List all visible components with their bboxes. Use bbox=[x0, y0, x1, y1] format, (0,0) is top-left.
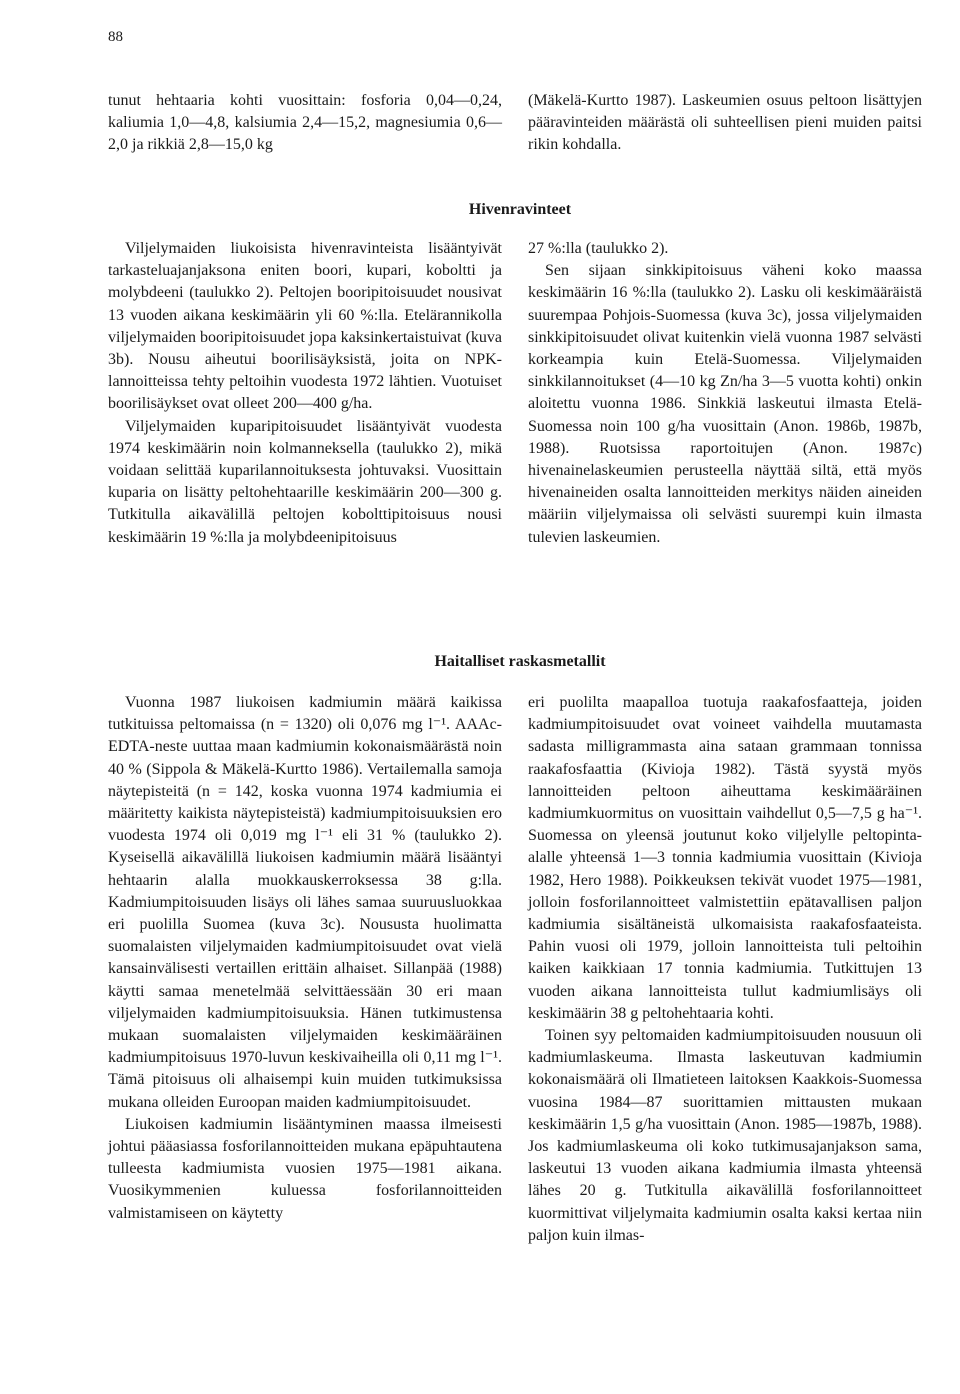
intro-left-column bbox=[108, 90, 502, 157]
paragraph: eri puolilta maapalloa tuotuja raakafosfaatteja, joiden kadmiumpitoisuudet ovat voineet vaihdella muutamasta sadasta milligrammasta aina sataan grammaan tonnissa raakafosfaattia (Kivioja 1982). Tästä syystä myös lannoitteiden peltoon aiheuttama keskimääräinen kadmiumkuormitus on vuosittain vaihdellut 0,5—7,5 g ha⁻¹. Suomessa on yleensä joutunut koko viljelylle peltopinta-alalle yhteensä 1—3 tonnia kadmiumia vuosittain (Kivioja 1982, Hero 1988). Poikkeuksen tekivät vuodet 1975—1981, jolloin fosforilannoitteet valmistettiin epätavallisen paljon kadmiumia sisältäneistä ulkomaisista raakafosfaateista. Pahin vuosi oli 1979, jolloin lannoitteista tuli peltoihin kaiken kaikkiaan 17 tonnia kadmiumia. Tutkittujen 13 vuoden aikana lannoitteista tullut kadmiumlisäys oli keskimäärin 38 g peltohehtaaria kohti. bbox=[528, 694, 922, 1022]
paragraph: Viljelymaiden kuparipitoisuudet lisääntyivät vuodesta 1974 keskimäärin noin kolmanneksella (taulukko 2), mikä voidaan selittää kuparilannoituksesta johtuvaksi. Vuosittain kuparia on lisätty peltohehtaarille keskimäärin 200—300 g. Tutkitulla aikavälillä peltojen kobolttipitoisuus nousi keskimäärin 19 %:lla ja molybdeenipitoisuus bbox=[108, 417, 502, 546]
paragraph: 27 %:lla (taulukko 2). bbox=[528, 240, 669, 257]
paragraph: tunut hehtaaria kohti vuosittain: fosforia 0,04—0,24, kaliumia 1,0—4,8, kalsiumia 2,4—15,2, magnesiumia 0,6—2,0 ja rikkiä 2,8—15,0 kg bbox=[108, 92, 502, 154]
hivenravinteet-right-column bbox=[528, 238, 922, 549]
paragraph: (Mäkelä-Kurtto 1987). Laskeumien osuus peltoon lisättyjen pääravinteiden määrästä oli suhteellisen pieni muiden paitsi rikin kohdalla. bbox=[528, 92, 922, 154]
intro-right-column bbox=[528, 90, 922, 157]
paragraph: Toinen syy peltomaiden kadmiumpitoisuuden nousuun oli kadmiumlaskeuma. Ilmasta laskeutuvan kadmiumin kokonaismäärä oli Ilmatieteen laitoksen Kaakkois-Suomessa vuosina 1984—87 suorittamien mittausten mukaan keskimäärin 1,5 g/ha vuosittain (Anon. 1985—1987b, 1988). Jos kadmiumlaskeuma oli koko tutkimusajanjakson sama, laskeutui 13 vuoden aikana kadmiumia ilmasta yhteensä lähes 20 g. Tutkitulla aikavälillä fosforilannoitteet kuormittivat viljelymaita kadmiumin osalta kaksi kertaa niin paljon kuin ilmas- bbox=[528, 1027, 922, 1244]
section-heading-haitalliset-raskasmetallit: Haitalliset raskasmetallit bbox=[434, 653, 606, 670]
paragraph: Sen sijaan sinkkipitoisuus väheni koko maassa keskimäärin 16 %:lla (taulukko 2). Lasku oli keskimääräistä suurempaa Pohjois-Suomessa (kuva 3c), jossa viljelymaiden sinkkipitoisuudet olivat kuitenkin vielä vuonna 1987 selvästi korkeampia kuin Etelä-Suomessa. Viljelymaiden sinkkilannoitukset (4—10 kg Zn/ha 3—5 vuotta kohti) onkin aloitettu vuonna 1986. Sinkkiä laskeutui ilmasta Etelä-Suomessa noin 100 g/ha vuosittain (Anon. 1986b, 1987b, 1988). Ruotsissa raportoitujen (Anon. 1987c) hivenainelaskeumien perusteella näyttää siltä, että myös hivenaineiden osalta lannoitteiden merkitys näiden aineiden määriin viljelymaissa oli selvästi suurempi kuin ilmasta tulevien laskeumien. bbox=[528, 262, 922, 546]
paragraph: Liukoisen kadmiumin lisääntyminen maassa ilmeisesti johtui pääasiassa fosforilannoitteiden mukana epäpuhtautena tulleesta kadmiumista vuosien 1975—1981 aikana. Vuosikymmenien kuluessa fosforilannoitteiden valmistamiseen on käytetty bbox=[108, 1115, 502, 1222]
raskasmetallit-left-column bbox=[108, 692, 502, 1225]
page-number: 88 bbox=[108, 29, 123, 45]
paragraph: Vuonna 1987 liukoisen kadmiumin määrä kaikissa tutkituissa peltomaissa (n = 1320) oli 0,076 mg l⁻¹. AAAc-EDTA-neste uuttaa maan kadmiumin kokonaismäärästä noin 40 % (Sippola & Mäkelä-Kurtto 1986). Vertailemalla samoja näytepisteitä (n = 142, koska vuonna 1974 kadmiumia ei määritetty kaikista näytepisteistä) kadmiumpitoisuuksien ero vuodesta 1974 oli 0,019 mg l⁻¹ eli 31 % (taulukko 2). Kyseisellä aikavälillä liukoisen kadmiumin määrä lisääntyi hehtaarin alalla muokkauskerroksessa 38 g:lla. Kadmiumpitoisuuden lisäys oli lähes samaa suuruusluokkaa eri puolilla Suomea (kuva 3c). Noususta huolimatta suomalaisten viljelymaiden kadmiumpitoisuudet ovat vielä kansainvälisesti vertaillen erittäin alhaiset. Sillanpää (1988) käytti samaa menetelmää selvittäessään 30 eri maan viljelymaiden kadmiumpitoisuuksia. Hänen tutkimustensa mukaan suomalaisten viljelymaiden keskimääräinen kadmiumpitoisuus 1970-luvun keskivaiheilla oli 0,11 mg l⁻¹. Tämä pitoisuus oli alhaisempi kuin muiden tutkimuksissa mukana olleiden Euroopan maiden kadmiumpitoisuudet. bbox=[108, 694, 502, 1111]
paragraph: Viljelymaiden liukoisista hivenravinteista lisääntyivät tarkasteluajanjaksona eniten boori, kupari, koboltti ja molybdeeni (taulukko 2). Peltojen booripitoisuudet nousivat 13 vuoden aikana keskimäärin yli 60 %:lla. Etelärannikolla viljelymaiden booripitoisuudet jopa kaksinkertaistuivat (kuva 3b). Nousu aiheutui boorilisäyksistä, joita on NPK-lannoitteissa tehty peltoihin vuodesta 1972 lähtien. Vuotuiset boorilisäykset ovat olleet 200—400 g/ha. bbox=[108, 240, 502, 413]
section-heading-hivenravinteet: Hivenravinteet bbox=[468, 201, 572, 218]
hivenravinteet-left-column bbox=[108, 238, 502, 549]
raskasmetallit-right-column bbox=[528, 692, 922, 1247]
